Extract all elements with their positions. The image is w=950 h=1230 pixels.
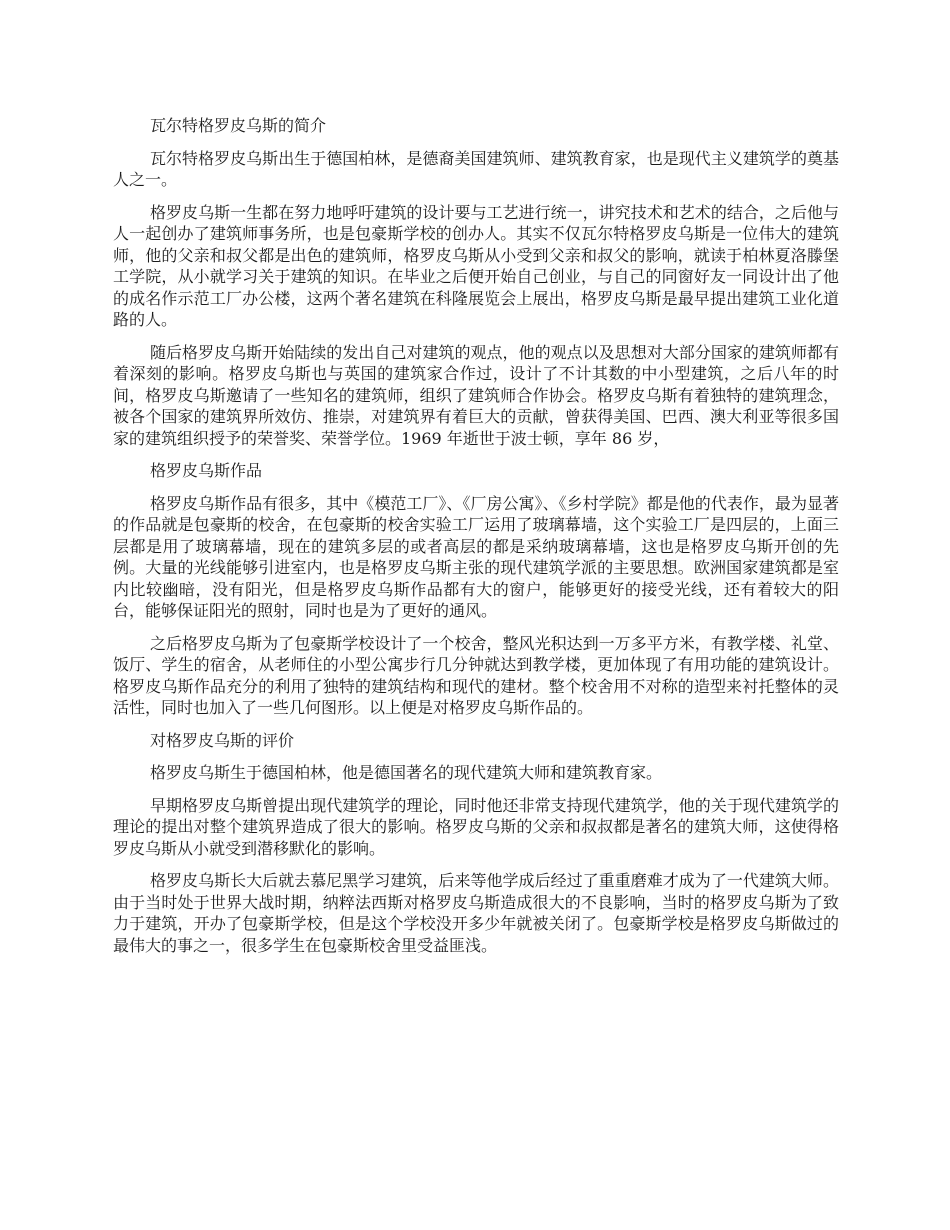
paragraph: 格罗皮乌斯生于德国柏林，他是德国著名的现代建筑大师和建筑教育家。	[150, 763, 663, 782]
section-heading-works: 格罗皮乌斯作品	[150, 461, 263, 480]
paragraph: 早期格罗皮乌斯曾提出现代建筑学的理论，同时他还非常支持现代建筑学，他的关于现代建筑学的理论的提出对整个建筑界造成了很大的影响。格罗皮乌斯的父亲和叔叔都是著名的建筑大师，这使得格罗皮乌斯从小就受到潜移默化的影响。	[113, 795, 839, 858]
paragraph: 格罗皮乌斯长大后就去慕尼黑学习建筑，后来等他学成后经过了重重磨难才成为了一代建筑大师。由于当时处于世界大战时期，纳粹法西斯对格罗皮乌斯造成很大的不良影响，当时的格罗皮乌斯为了致力于建筑，开办了包豪斯学校，但是这个学校没开多少年就被关闭了。包豪斯学校是格罗皮乌斯做过的最伟大的事之一，很多学生在包豪斯校舍里受益匪浅。	[113, 871, 839, 955]
paragraph: 随后格罗皮乌斯开始陆续的发出自己对建筑的观点，他的观点以及思想对大部分国家的建筑师都有着深刻的影响。格罗皮乌斯也与英国的建筑家合作过，设计了不计其数的中小型建筑，之后八年的时间，格罗皮乌斯邀请了一些知名的建筑师，组织了建筑师合作协会。格罗皮乌斯有着独特的建筑理念，被各个国家的建筑界所效仿、推崇，对建筑界有着巨大的贡献，曾获得美国、巴西、澳大利亚等很多国家的建筑组织授予的荣誉奖、荣誉学位。1969 年逝世于波士顿，享年 86 岁，	[113, 342, 839, 448]
section-heading-evaluation: 对格罗皮乌斯的评价	[150, 730, 295, 750]
section-heading-intro: 瓦尔特格罗皮乌斯的简介	[150, 116, 327, 135]
paragraph: 之后格罗皮乌斯为了包豪斯学校设计了一个校舍，整风光积达到一万多平方米，有教学楼、礼堂、饭厅、学生的宿舍，从老师住的小型公寓步行几分钟就达到教学楼，更加体现了有用功能的建筑设计。格罗皮乌斯作品充分的利用了独特的建筑结构和现代的建材。整个校舍用不对称的造型来衬托整体的灵活性，同时也加入了一些几何图形。以上便是对格罗皮乌斯作品的。	[113, 633, 839, 717]
paragraph: 格罗皮乌斯一生都在努力地呼吁建筑的设计要与工艺进行统一，讲究技术和艺术的结合，之后他与人一起创办了建筑师事务所，也是包豪斯学校的创办人。其实不仅瓦尔特格罗皮乌斯是一位伟大的建筑师，他的父亲和叔父都是出色的建筑师，格罗皮乌斯从小受到父亲和叔父的影响，就读于柏林夏洛滕堡工学院，从小就学习关于建筑的知识。在毕业之后便开始自己创业，与自己的同窗好友一同设计出了他的成名作示范工厂办公楼，这两个著名建筑在科隆展览会上展出，格罗皮乌斯是最早提出建筑工业化道路的人。	[113, 202, 839, 329]
paragraph: 瓦尔特格罗皮乌斯出生于德国柏林，是德裔美国建筑师、建筑教育家，也是现代主义建筑学的奠基人之一。	[113, 148, 839, 189]
document-page	[113, 115, 839, 967]
paragraph: 格罗皮乌斯作品有很多，其中《模范工厂》、《厂房公寓》、《乡村学院》都是他的代表作，最为显著的作品就是包豪斯的校舍，在包豪斯的校舍实验工厂运用了玻璃幕墙，这个实验工厂是四层的，上面三层都是用了玻璃幕墙，现在的建筑多层的或者高层的都是采纳玻璃幕墙，这也是格罗皮乌斯开创的先例。大量的光线能够引进室内，也是格罗皮乌斯主张的现代建筑学派的主要思想。欧洲国家建筑都是室内比较幽暗，没有阳光，但是格罗皮乌斯作品都有大的窗户，能够更好的接受光线，还有着较大的阳台，能够保证阳光的照射，同时也是为了更好的通风。	[113, 493, 839, 620]
